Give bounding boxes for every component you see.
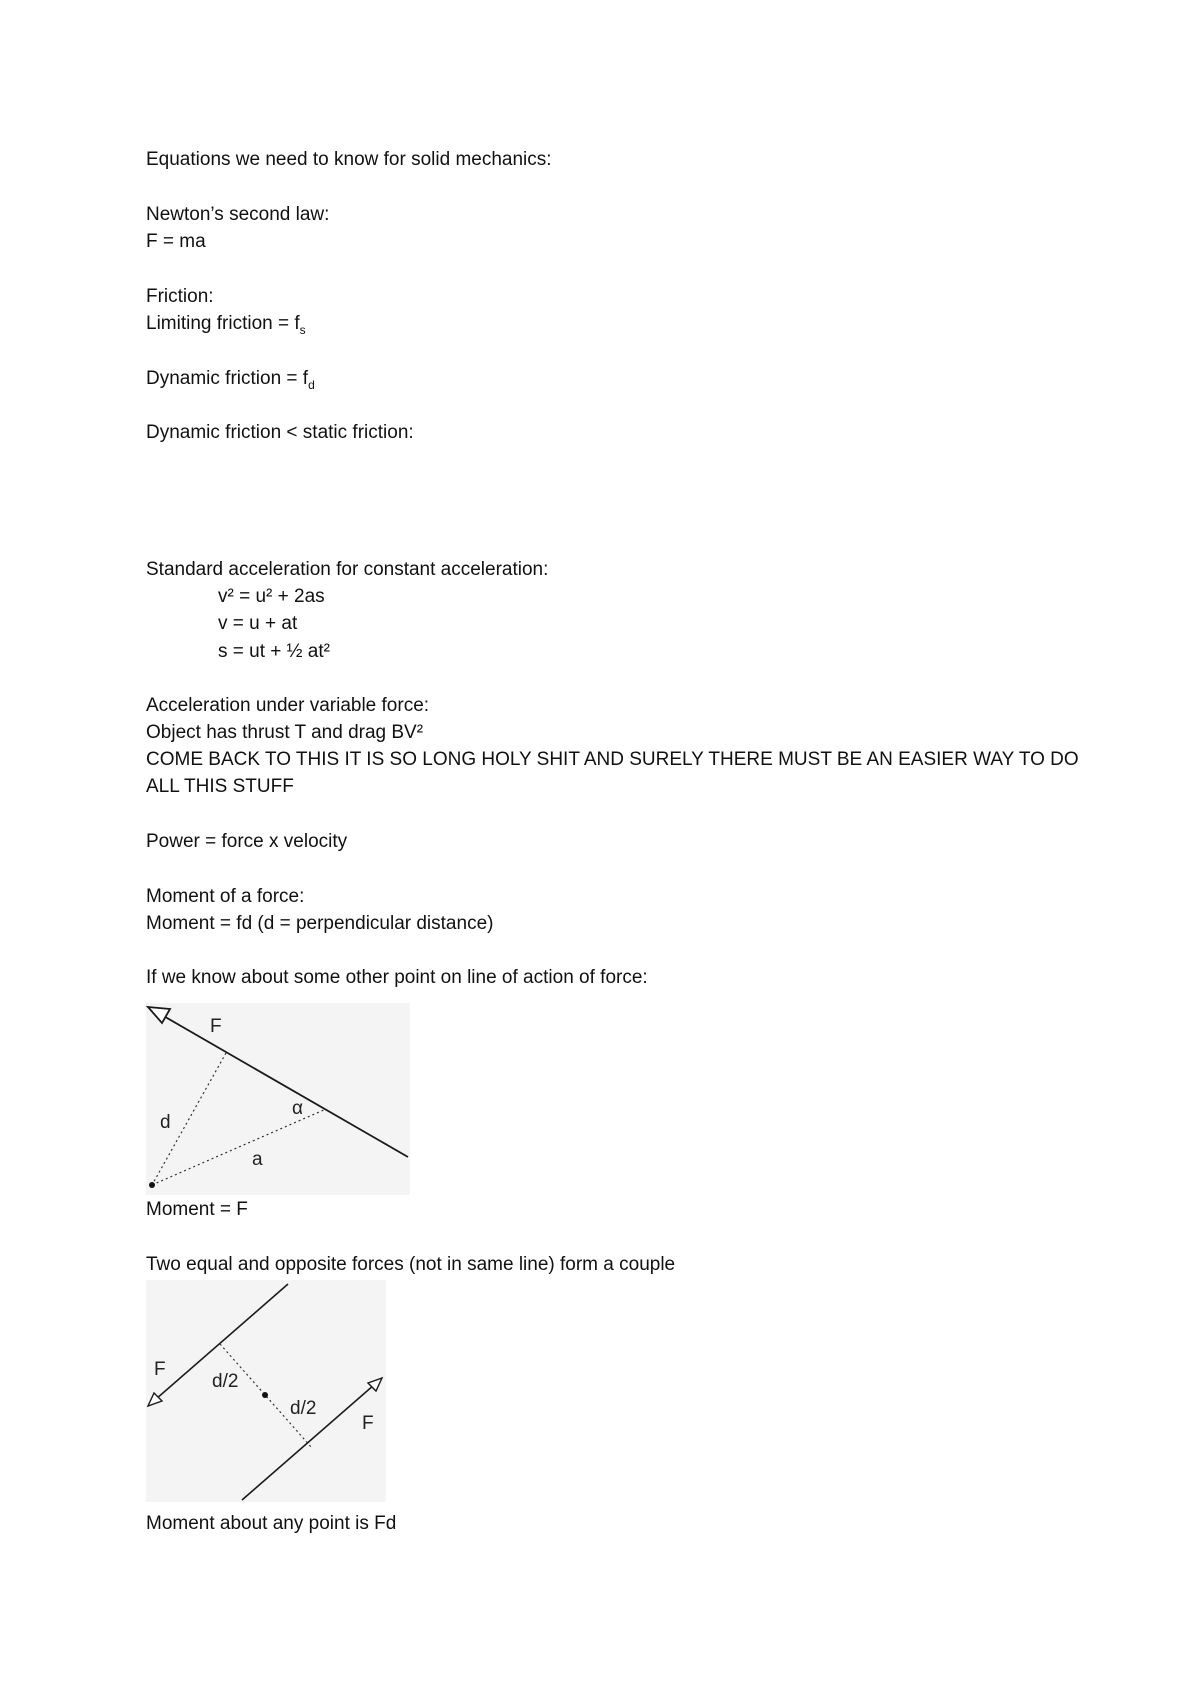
force-arrowhead-icon [148,1007,170,1023]
distance-a-line [152,1109,326,1185]
diagram1-label-a: a [252,1149,263,1170]
limiting-friction [146,312,306,342]
diagram2-label-d2-upper: d/2 [212,1371,239,1392]
moment-diagram [146,1003,410,1195]
variable-force-line3: ALL THIS STUFF [146,776,294,797]
newton-equation: F = ma [146,231,206,252]
suvat-eq2: v = u + at [218,613,298,634]
moment-title: Moment of a force: [146,886,305,907]
diagram2-label-d2-lower: d/2 [290,1398,317,1419]
diagram1-label-alpha: α [292,1098,303,1119]
moment-result: Moment = F [146,1199,248,1220]
power-equation: Power = force x velocity [146,831,348,852]
moment-equation: Moment = fd (d = perpendicular distance) [146,913,494,934]
friction-comparison: Dynamic friction < static friction: [146,422,414,443]
suvat-eq3: s = ut + ½ at² [218,641,330,662]
limiting-friction-subscript: s [299,322,306,337]
dynamic-friction-subscript: d [308,377,315,392]
variable-force-title: Acceleration under variable force: [146,695,430,716]
force-line-of-action [148,1007,408,1157]
friction-title: Friction: [146,286,214,307]
couple-diagram [146,1280,386,1502]
suvat-title: Standard acceleration for constant acceleration: [146,559,549,580]
moment-other-point: If we know about some other point on line of action of force: [146,967,648,988]
couple-title: Two equal and opposite forces (not in same line) form a couple [146,1254,676,1275]
diagram2-label-F-left: F [154,1359,166,1380]
limiting-friction-text: Limiting friction = f [146,313,300,334]
dynamic-friction-text: Dynamic friction = f [146,368,309,389]
diagram1-label-F: F [210,1016,222,1037]
suvat-eq1: v² = u² + 2as [218,586,325,607]
newton-title: Newton’s second law: [146,204,330,225]
dynamic-friction [146,367,315,397]
variable-force-line2: COME BACK TO THIS IT IS SO LONG HOLY SHIT AND SURELY THERE MUST BE AN EASIER WAY TO DO [146,749,1079,770]
diagram1-label-d: d [160,1112,171,1133]
couple-result: Moment about any point is Fd [146,1513,397,1534]
page-heading: Equations we need to know for solid mechanics: [146,149,552,170]
reference-point [149,1182,155,1188]
diagram2-label-F-right: F [362,1413,374,1434]
couple-midpoint [262,1392,268,1398]
variable-force-line1: Object has thrust T and drag BV² [146,722,424,743]
